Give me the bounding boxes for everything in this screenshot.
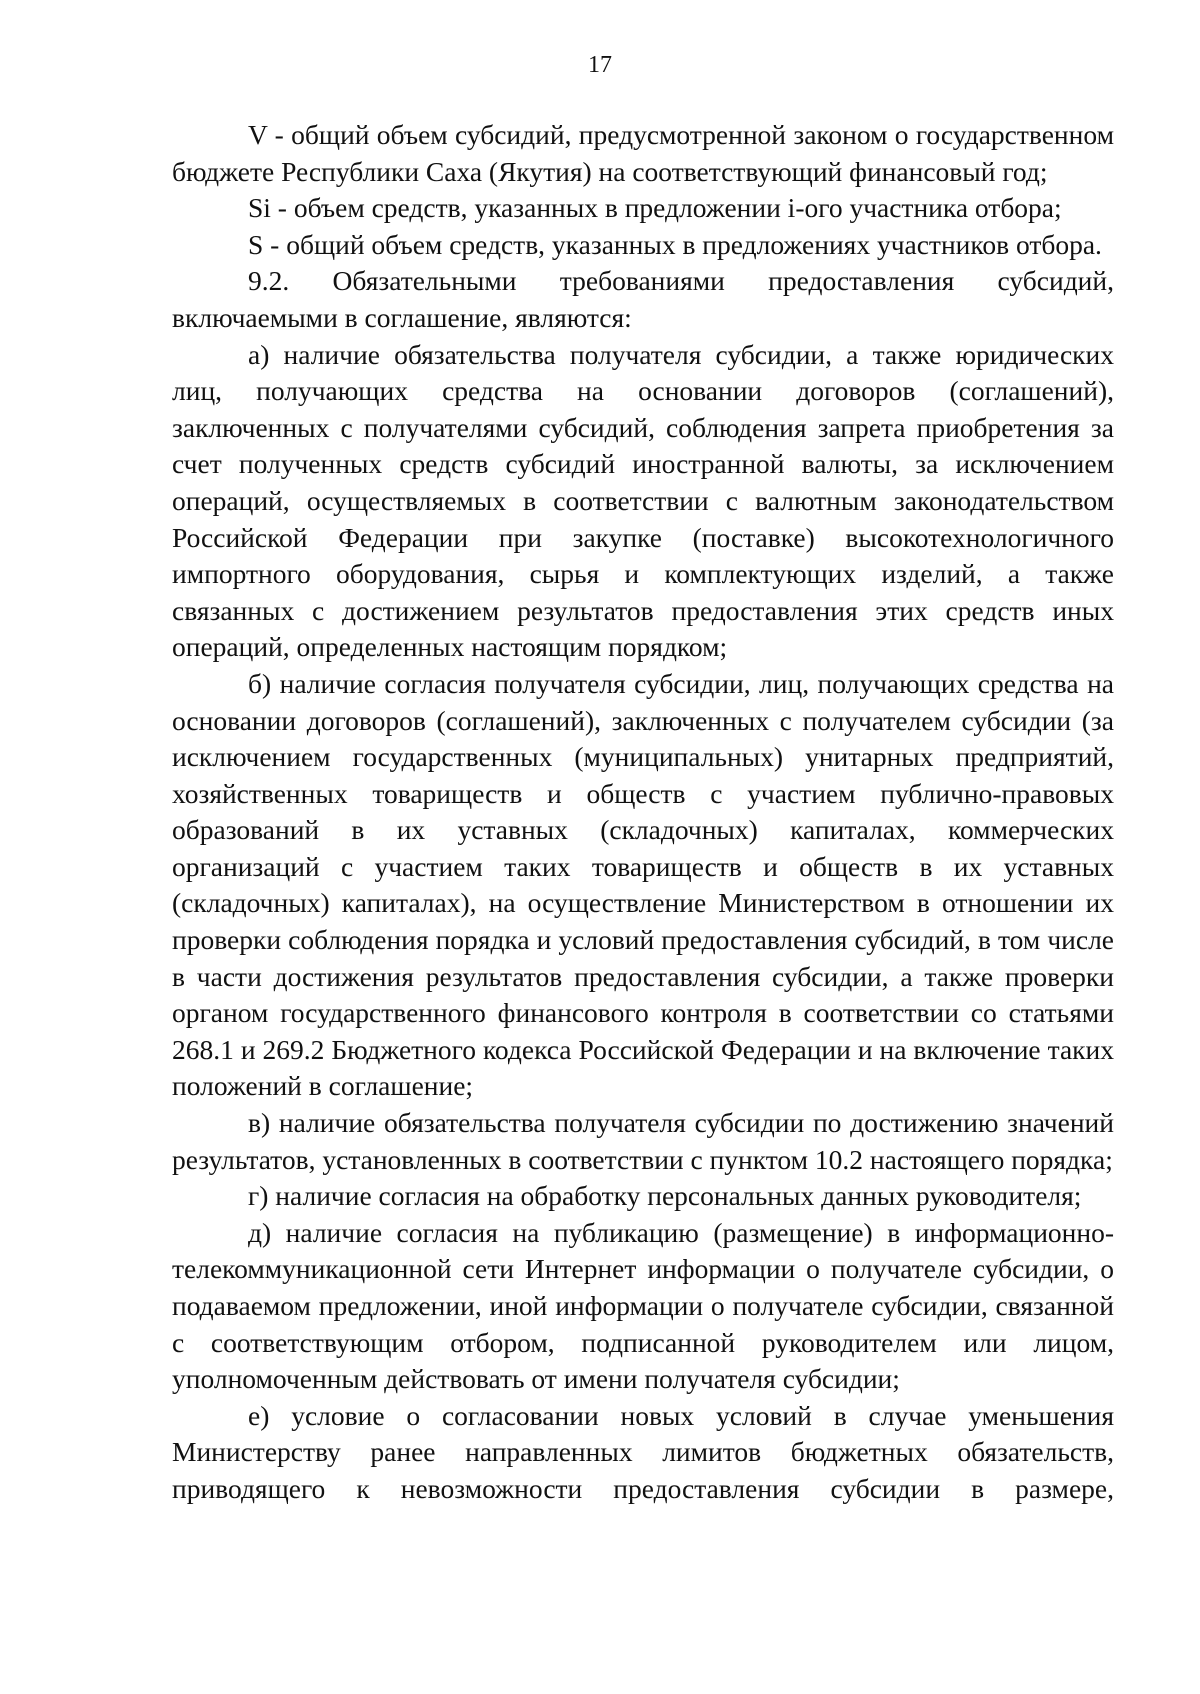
paragraph-item-e: е) условие о согласовании новых условий в случае уменьшения Министерству ранее направленных лимитов бюджетных обязательств, приводящего к невозможности предоставления субсидии в размере, (172, 1399, 1114, 1504)
document-body (172, 117, 1114, 1508)
paragraph-s-definition: S - общий объем средств, указанных в предложениях участников отбора. (248, 228, 1102, 260)
paragraph-si-definition: Si - объем средств, указанных в предложении i-ого участника отбора; (248, 192, 1062, 224)
paragraph-item-b: б) наличие согласия получателя субсидии, лиц, получающих средства на основании договоров (соглашений), заключенных с получателем субсидии (за исключением государственных (муниципальных) унитарных предприятий, хозяйственных товариществ и обществ с участием публично-правовых образований в их уставных (складочных) капиталах, коммерческих организаций с участием таких товариществ и обществ в их уставных (складочных) капиталах), на осуществление Министерством в отношении их проверки соблюдения порядка и условий предоставления субсидий, в том числе в части достижения результатов предоставления субсидии, а также проверки органом государственного финансового контроля в соответствии со статьями 268.1 и 269.2 Бюджетного кодекса Российской Федерации и на включение таких положений в соглашение; (172, 667, 1114, 1102)
paragraph-9-2: 9.2. Обязательными требованиями предоставления субсидий, включаемыми в соглашение, являются: (172, 265, 1114, 333)
paragraph-item-g: г) наличие согласия на обработку персональных данных руководителя; (248, 1180, 1082, 1212)
paragraph-v-definition: V - общий объем субсидий, предусмотренной законом о государственном бюджете Республики Саха (Якутия) на соответствующий финансовый год; (172, 119, 1114, 187)
page-number: 17 (588, 52, 612, 78)
paragraph-item-d: д) наличие согласия на публикацию (размещение) в информационно-телекоммуникационной сети Интернет информации о получателе субсидии, о подаваемом предложении, иной информации о получателе субсидии, связанной с соответствующим отбором, подписанной руководителем или лицом, уполномоченным действовать от имени получателя субсидии; (172, 1216, 1114, 1395)
paragraph-item-a: а) наличие обязательства получателя субсидии, а также юридических лиц, получающих средства на основании договоров (соглашений), заключенных с получателями субсидий, соблюдения запрета приобретения за счет полученных средств субсидий иностранной валюты, за исключением операций, осуществляемых в соответствии с валютным законодательством Российской Федерации при закупке (поставке) высокотехнологичного импортного оборудования, сырья и комплектующих изделий, а также связанных с достижением результатов предоставления этих средств иных операций, определенных настоящим порядком; (172, 338, 1114, 663)
paragraph-item-v: в) наличие обязательства получателя субсидии по достижению значений результатов, установленных в соответствии с пунктом 10.2 настоящего порядка; (172, 1107, 1114, 1175)
